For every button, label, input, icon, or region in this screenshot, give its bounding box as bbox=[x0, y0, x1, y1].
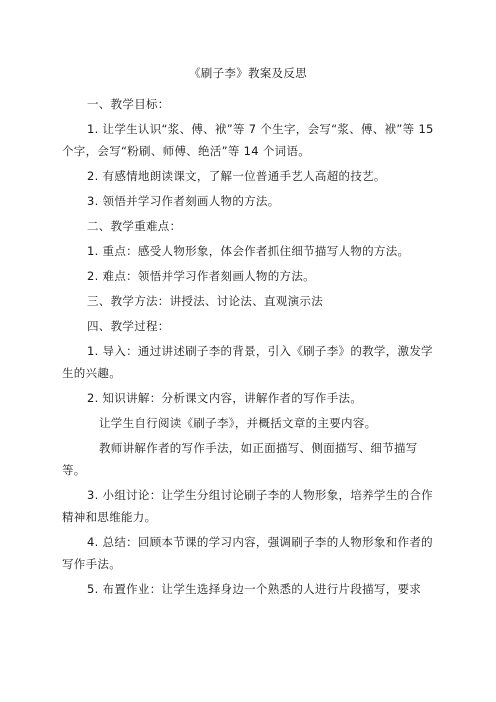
process-item-4: 4. 总结：回顾本节课的学习内容，强调刷子李的人物形象和作者的写作手法。 bbox=[62, 535, 433, 571]
section-heading-methods: 三、教学方法：讲授法、讨论法、直观演示法 bbox=[87, 294, 323, 308]
section-heading-objectives: 一、教学目标： bbox=[87, 97, 170, 111]
objective-item-3: 3. 领悟并学习作者刻画人物的方法。 bbox=[87, 194, 280, 208]
objective-item-2: 2. 有感情地朗读课文，了解一位普通手艺人高超的技艺。 bbox=[87, 169, 386, 183]
process-item-3: 3. 小组讨论：让学生分组讨论刷子李的人物形象，培养学生的合作精神和思维能力。 bbox=[62, 488, 433, 524]
document-title: 《刷子李》教案及反思 bbox=[189, 66, 307, 80]
key-point-item-2: 2. 难点：领悟并学习作者刻画人物的方法。 bbox=[87, 269, 315, 283]
process-item-1: 1. 导入：通过讲述刷子李的背景，引入《刷子李》的教学，激发学生的兴趣。 bbox=[62, 344, 433, 380]
process-item-5: 5. 布置作业：让学生选择身边一个熟悉的人进行片段描写，要求 bbox=[87, 582, 422, 596]
objective-item-1: 1. 让学生认识“浆、傅、袱”等 7 个生字，会写“浆、傅、袱”等 15 个字，会写“粉刷、师傅、绝活”等 14 个词语。 bbox=[62, 122, 434, 158]
section-heading-process: 四、教学过程： bbox=[87, 319, 170, 333]
process-item-2: 2. 知识讲解：分析课文内容，讲解作者的写作手法。 bbox=[87, 391, 363, 405]
section-heading-key-points: 二、教学重难点： bbox=[87, 219, 182, 233]
process-subitem-2: 教师讲解作者的写作手法，如正面描写、侧面描写、细节描写等。 bbox=[62, 441, 418, 477]
key-point-item-1: 1. 重点：感受人物形象，体会作者抓住细节描写人物的方法。 bbox=[87, 244, 410, 258]
process-subitem-1: 让学生自行阅读《刷子李》，并概括文章的主要内容。 bbox=[99, 416, 377, 430]
